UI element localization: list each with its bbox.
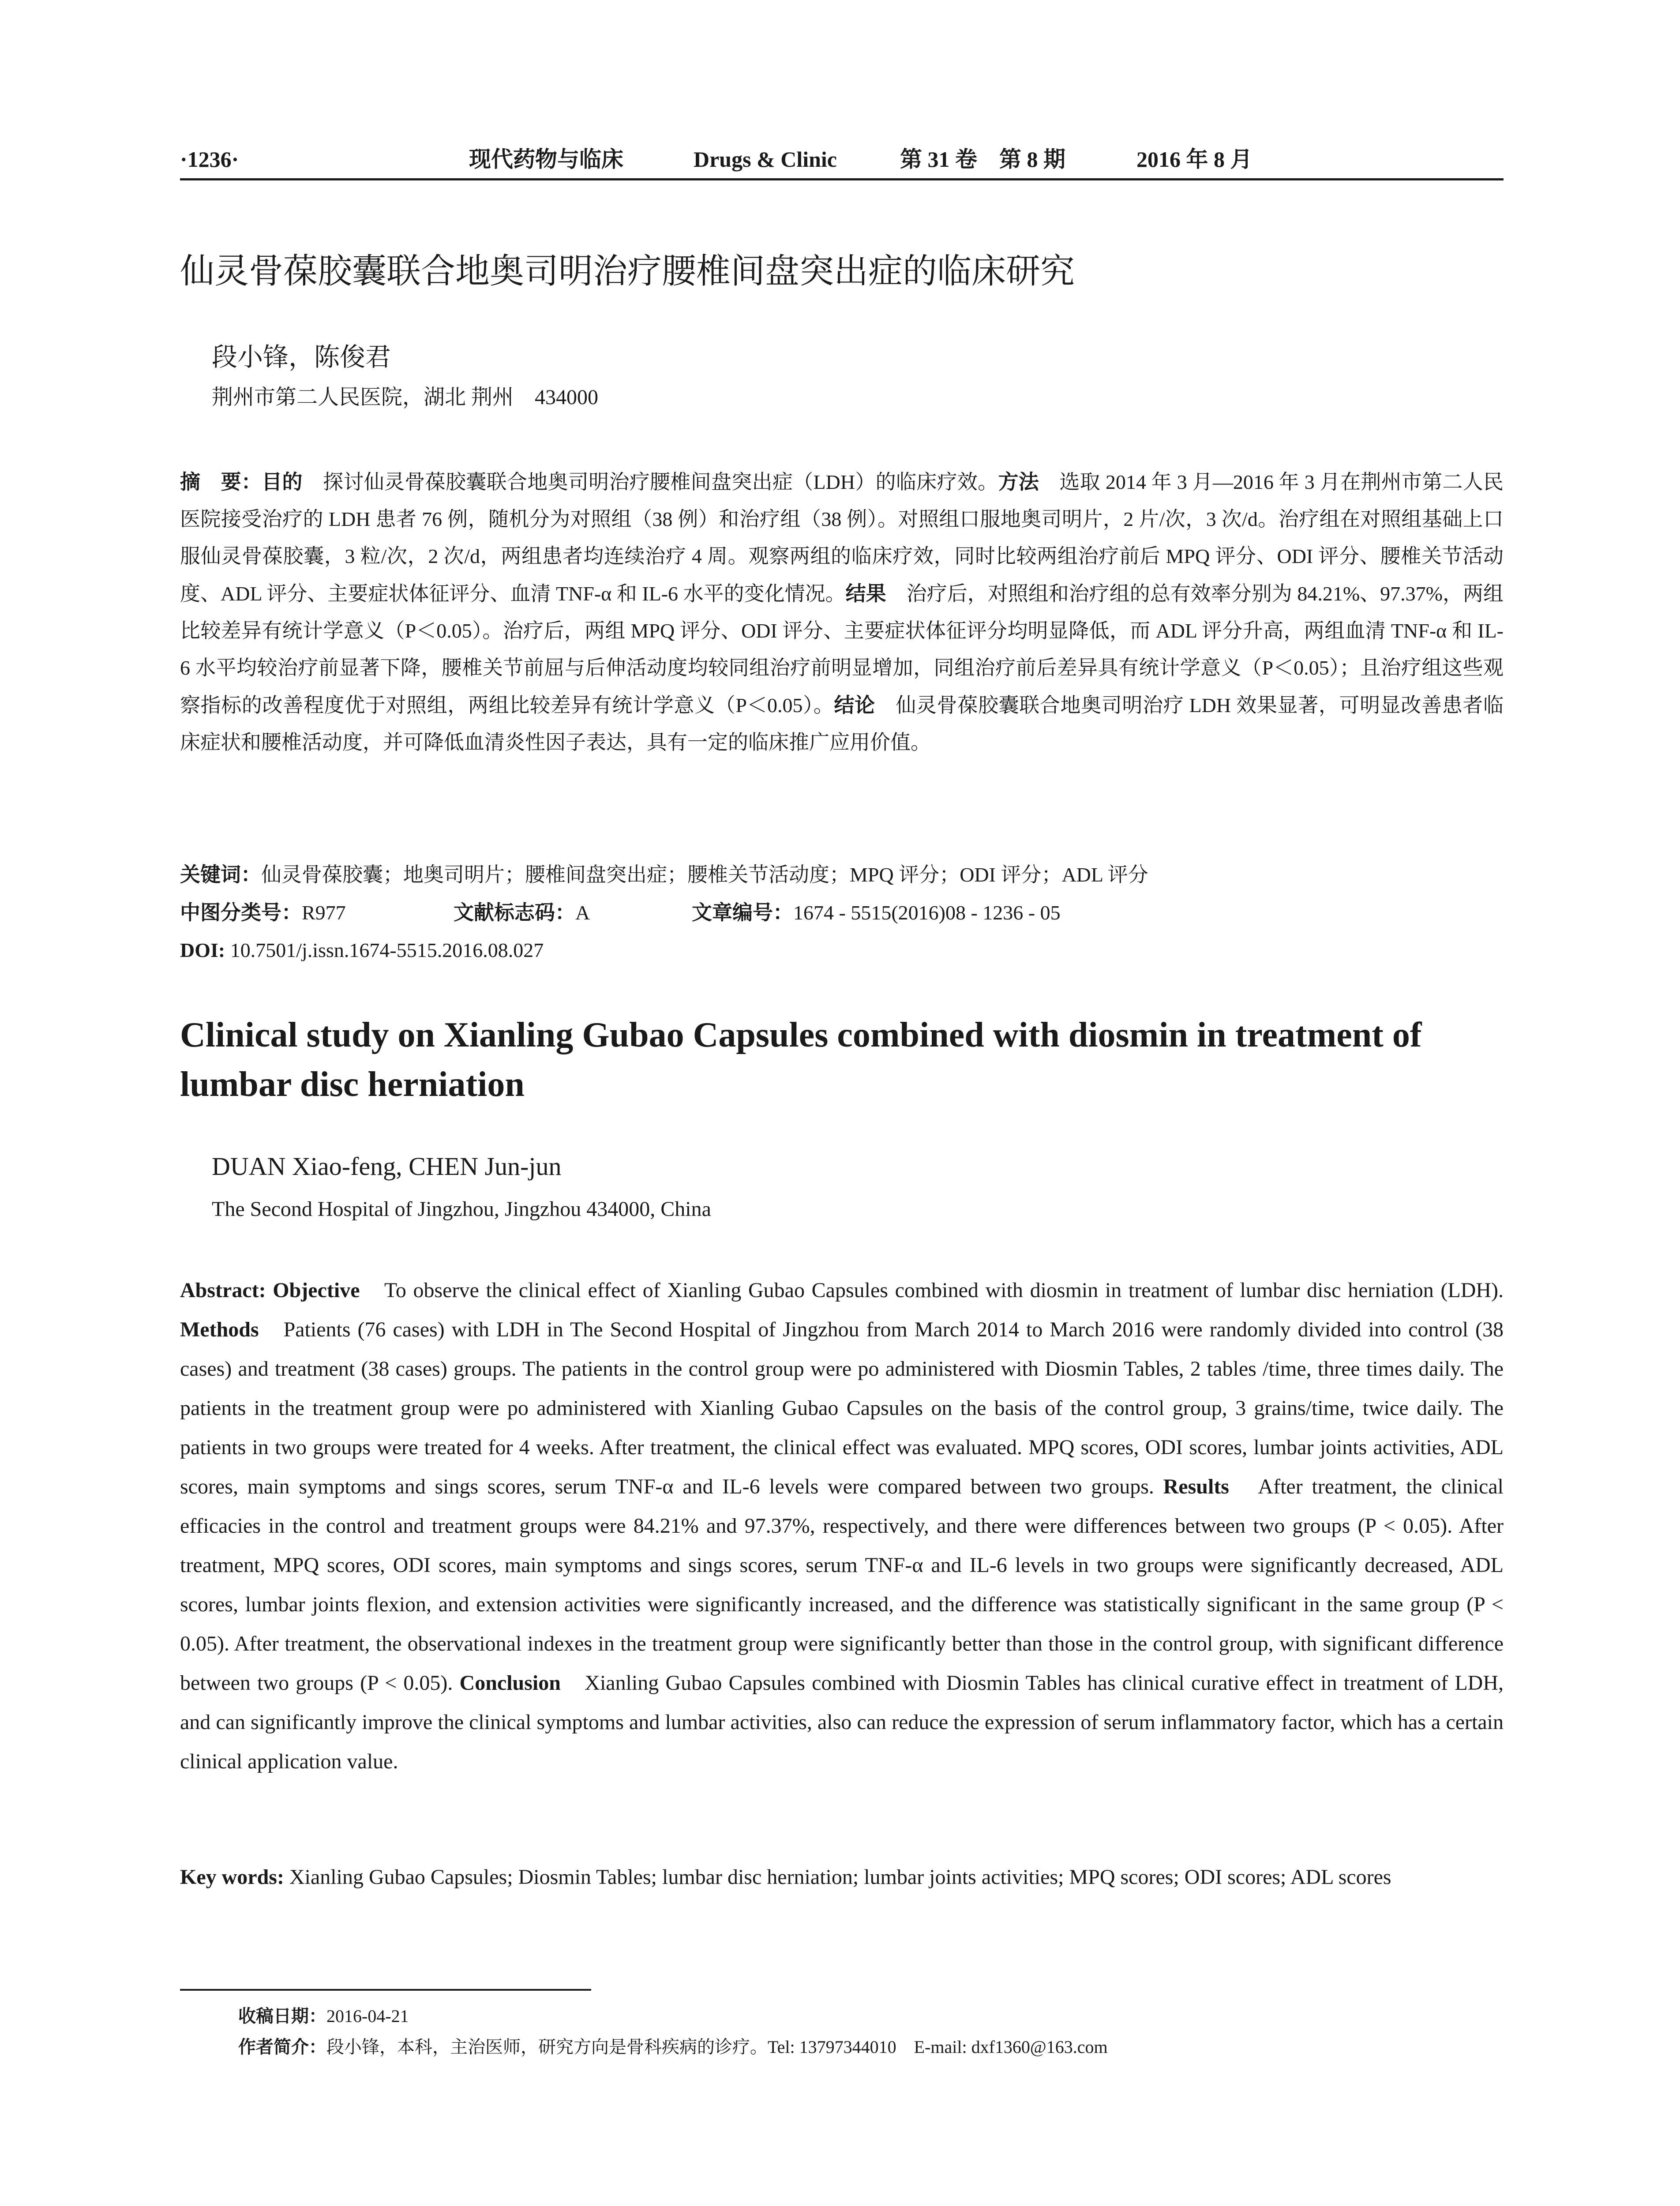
clc-value: R977 [302, 901, 346, 924]
article-no-label: 文章编号： [692, 900, 793, 924]
cn-affiliation: 荆州市第二人民医院，湖北 荆州 434000 [212, 386, 599, 409]
volume-issue: 第 31 卷 第 8 期 [900, 147, 1065, 172]
en-affiliation: The Second Hospital of Jingzhou, Jingzhou 434000, China [212, 1197, 711, 1221]
received-label: 收稿日期： [238, 2006, 326, 2026]
received-date: 2016-04-21 [326, 2006, 409, 2026]
cn-results-label: 结果 [845, 582, 886, 605]
en-conclusion-label: Conclusion [459, 1671, 561, 1695]
classification-line [180, 894, 1504, 931]
cn-results-text: 治疗后，对照组和治疗组的总有效率分别为 84.21%、97.37%，两组比较差异有统计学意义（P＜0.05）。治疗后，两组 MPQ 评分、ODI 评分、主要症状体征评分均明显降低，而 ADL 评分升高，两组血清 TNF-α 和 IL-6 水平均较治疗前显著下降，腰椎关节前屈与后伸活动度均较同组治疗前明显增加，同组治疗前后差异具有统计学意义（P＜0.05）；且治疗组这些观察指标的改善程度优于对照组，两组比较差异有统计学意义（P＜0.05）。 [180, 582, 1504, 717]
cn-methods-label: 方法 [998, 470, 1039, 494]
en-results-label: Results [1163, 1475, 1229, 1498]
en-abstract [180, 1271, 1504, 1781]
page-number: ·1236· [180, 147, 239, 172]
en-abstract-label: Abstract: Objective [180, 1279, 360, 1302]
footnote-received [238, 2003, 409, 2030]
cn-conclusion-label: 结论 [834, 693, 875, 717]
cn-keywords-label: 关键词： [180, 863, 261, 886]
footnote-divider [180, 1989, 591, 1991]
cn-methods-text: 选取 2014 年 3 月—2016 年 3 月在荆州市第二人民医院接受治疗的 LDH 患者 76 例，随机分为对照组（38 例）和治疗组（38 例）。对照组口服地奥司明片，2 片/次，3 次/d。治疗组在对照组基础上口服仙灵骨葆胶囊，3 粒/次，2 次/d，两组患者均连续治疗 4 周。观察两组的临床疗效，同时比较两组治疗前后 MPQ 评分、ODI 评分、腰椎关节活动度、ADL 评分、主要症状体征评分、血清 TNF-α 和 IL-6 水平的变化情况。 [180, 471, 1504, 605]
author-bio: 段小锋，本科，主治医师，研究方向是骨科疾病的诊疗。Tel: 13797344010 E-mail: dxf1360@163.com [326, 2037, 1108, 2057]
doi-line [180, 932, 544, 969]
doi-value: 10.7501/j.issn.1674-5515.2016.08.027 [225, 939, 544, 961]
doc-code-label: 文献标志码： [454, 900, 575, 924]
article-no-value: 1674 - 5515(2016)08 - 1236 - 05 [793, 901, 1061, 924]
cn-objective-text: 探讨仙灵骨葆胶囊联合地奥司明治疗腰椎间盘突出症（LDH）的临床疗效。 [302, 471, 998, 493]
cn-conclusion-text: 仙灵骨葆胶囊联合地奥司明治疗 LDH 效果显著，可明显改善患者临床症状和腰椎活动度，并可降低血清炎性因子表达，具有一定的临床推广应用价值。 [180, 694, 1504, 754]
doc-code-value: A [575, 901, 590, 924]
en-title: Clinical study on Xianling Gubao Capsules combined with diosmin in treatment of lumbar disc herniation [180, 1016, 1422, 1104]
cn-authors: 段小锋，陈俊君 [212, 343, 391, 371]
cn-abstract [180, 463, 1504, 761]
doi-label: DOI: [180, 939, 225, 961]
en-authors: DUAN Xiao-feng, CHEN Jun-jun [212, 1152, 562, 1181]
journal-name-en: Drugs & Clinic [694, 147, 837, 172]
cn-title: 仙灵骨葆胶囊联合地奥司明治疗腰椎间盘突出症的临床研究 [180, 251, 1075, 291]
en-keywords-text: Xianling Gubao Capsules; Diosmin Tables; lumbar disc herniation; lumbar joints activities; MPQ scores; ODI scores; ADL scores [284, 1865, 1391, 1889]
cn-abstract-label: 摘 要： [180, 470, 262, 494]
en-methods-text: Patients (76 cases) with LDH in The Second Hospital of Jingzhou from March 2014 to March 2016 were randomly divided into control (38 cases) and treatment (38 cases) groups. The patients in the control group were po administered with Diosmin Tables, 2 tables /time, three times daily. The patients in the treatment group were po administered with Xianling Gubao Capsules on the basis of the control group, 3 grains/time, twice daily. The patients in two groups were treated for 4 weeks. After treatment, the clinical effect was evaluated. MPQ scores, ODI scores, lumbar joints activities, ADL scores, main symptoms and sings scores, serum TNF-α and IL-6 levels were compared between two groups. [180, 1318, 1504, 1498]
cn-keywords-text: 仙灵骨葆胶囊；地奥司明片；腰椎间盘突出症；腰椎关节活动度；MPQ 评分；ODI 评分；ADL 评分 [261, 863, 1148, 886]
cn-keywords [180, 856, 1504, 893]
en-keywords-label: Key words: [180, 1865, 284, 1889]
en-conclusion-text: Xianling Gubao Capsules combined with Diosmin Tables has clinical curative effect in treatment of LDH, and can significantly improve the clinical symptoms and lumbar activities, also can reduce the expression of serum inflammatory factor, which has a certain clinical application value. [180, 1671, 1504, 1773]
running-head [180, 140, 1504, 180]
en-results-text: After treatment, the clinical efficacies in the control and treatment groups were 84.21% and 97.37%, respectively, and there were differences between two groups (P < 0.05). After treatment, MPQ scores, ODI scores, main symptoms and sings scores, serum TNF-α and IL-6 levels in two groups were significantly decreased, ADL scores, lumbar joints flexion, and extension activities were significantly increased, and the difference was statistically significant in the same group (P < 0.05). After treatment, the observational indexes in the treatment group were significantly better than those in the control group, with significant difference between two groups (P < 0.05). [180, 1475, 1504, 1695]
cn-objective-label: 目的 [262, 470, 303, 494]
en-objective-text: To observe the clinical effect of Xianling Gubao Capsules combined with diosmin in treatment of lumbar disc herniation (LDH). [360, 1279, 1504, 1302]
footnote-author [238, 2034, 1108, 2060]
author-bio-label: 作者简介： [238, 2037, 326, 2057]
clc-label: 中图分类号： [180, 900, 302, 924]
journal-name-cn: 现代药物与临床 [469, 147, 623, 172]
en-keywords [180, 1857, 1504, 1897]
issue-date: 2016 年 8 月 [1136, 147, 1252, 172]
en-methods-label: Methods [180, 1318, 259, 1341]
